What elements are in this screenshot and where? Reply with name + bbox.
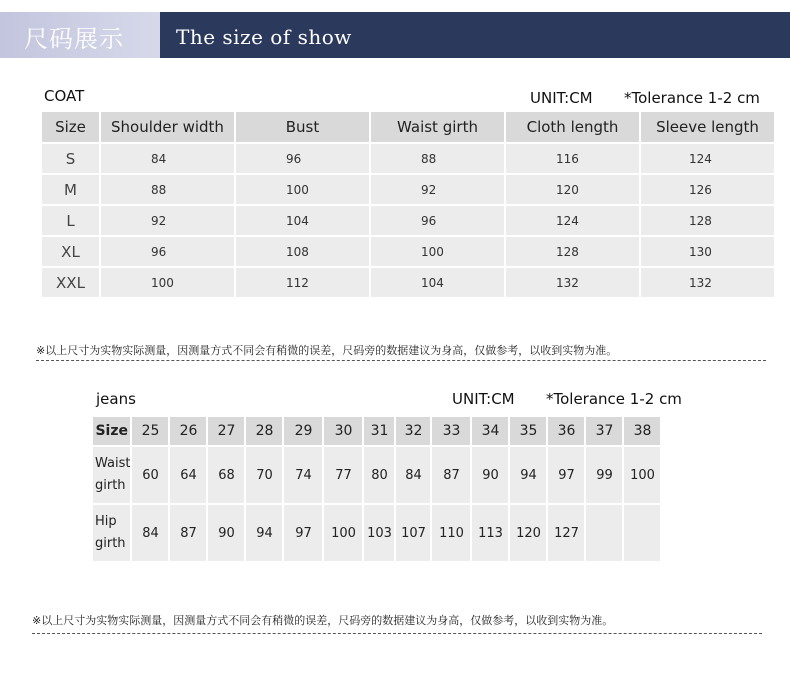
coat-row: [42, 206, 774, 235]
jeans-size-cell: 36: [548, 417, 584, 445]
waist-value-cell: 64: [170, 447, 206, 503]
hip-value-cell: 84: [132, 505, 168, 561]
coat-size-cell: M: [42, 175, 99, 204]
hip-value-cell: 127: [548, 505, 584, 561]
jeans-size-cell: 31: [364, 417, 394, 445]
waist-value-cell: 70: [246, 447, 282, 503]
jeans-unit: UNIT:CM: [452, 390, 515, 408]
hip-value-cell: 90: [208, 505, 244, 561]
coat-value-cell: 116: [506, 144, 639, 173]
header-banner: [0, 12, 790, 58]
waist-label-line1: Waist: [95, 456, 131, 471]
dashed-divider: [36, 360, 766, 361]
coat-value-cell: 100: [371, 237, 504, 266]
jeans-size-cell: 35: [510, 417, 546, 445]
jeans-size-cell: 33: [432, 417, 470, 445]
waist-label-line2: girth: [95, 478, 126, 493]
hip-value-cell: 94: [246, 505, 282, 561]
coat-value-cell: 130: [641, 237, 774, 266]
coat-value-cell: 100: [101, 268, 234, 297]
waist-value-cell: 99: [586, 447, 622, 503]
coat-value-cell: 132: [641, 268, 774, 297]
coat-value-cell: 92: [101, 206, 234, 235]
hip-value-cell: 110: [432, 505, 470, 561]
coat-value-cell: 96: [101, 237, 234, 266]
coat-tolerance: *Tolerance 1-2 cm: [624, 89, 760, 107]
coat-size-table: [40, 110, 776, 299]
jeans-title: jeans: [96, 390, 136, 408]
waist-value-cell: 94: [510, 447, 546, 503]
jeans-size-cell: 27: [208, 417, 244, 445]
banner-title-cn: 尺码展示: [24, 25, 124, 53]
coat-row: [42, 237, 774, 266]
coat-size-cell: XL: [42, 237, 99, 266]
waist-value-cell: 100: [624, 447, 660, 503]
jeans-size-cell: 29: [284, 417, 322, 445]
coat-header-cell: Sleeve length: [641, 112, 774, 142]
coat-value-cell: 124: [641, 144, 774, 173]
waist-value-cell: 84: [396, 447, 430, 503]
coat-header-cell: Waist girth: [371, 112, 504, 142]
coat-value-cell: 112: [236, 268, 369, 297]
jeans-size-cell: 30: [324, 417, 362, 445]
coat-row: [42, 268, 774, 297]
hip-girth-label: [93, 505, 130, 561]
jeans-size-cell: 25: [132, 417, 168, 445]
coat-header-cell: Shoulder width: [101, 112, 234, 142]
jeans-size-cell: 34: [472, 417, 508, 445]
jeans-size-table: [91, 415, 662, 563]
waist-girth-label: [93, 447, 130, 503]
coat-value-cell: 128: [506, 237, 639, 266]
jeans-size-cell: 26: [170, 417, 206, 445]
waist-value-cell: 97: [548, 447, 584, 503]
hip-value-cell: 87: [170, 505, 206, 561]
waist-value-cell: 80: [364, 447, 394, 503]
waist-value-cell: 87: [432, 447, 470, 503]
dashed-divider: [32, 633, 762, 634]
coat-title: COAT: [44, 87, 85, 105]
coat-unit: UNIT:CM: [530, 89, 593, 107]
coat-value-cell: 104: [371, 268, 504, 297]
hip-value-cell: 120: [510, 505, 546, 561]
coat-value-cell: 92: [371, 175, 504, 204]
hip-value-cell: 100: [324, 505, 362, 561]
coat-header-cell: Size: [42, 112, 99, 142]
hip-value-cell: 107: [396, 505, 430, 561]
waist-value-cell: 68: [208, 447, 244, 503]
coat-value-cell: 96: [236, 144, 369, 173]
jeans-size-cell: 28: [246, 417, 282, 445]
jeans-size-cell: 37: [586, 417, 622, 445]
coat-size-cell: L: [42, 206, 99, 235]
hip-value-cell: 113: [472, 505, 508, 561]
banner-title-en: The size of show: [176, 25, 352, 49]
jeans-size-row: [93, 417, 660, 445]
jeans-tolerance: *Tolerance 1-2 cm: [546, 390, 682, 408]
jeans-size-cell: 32: [396, 417, 430, 445]
coat-value-cell: 128: [641, 206, 774, 235]
jeans-waist-row: [93, 447, 660, 503]
coat-value-cell: 88: [101, 175, 234, 204]
coat-value-cell: 124: [506, 206, 639, 235]
coat-value-cell: 120: [506, 175, 639, 204]
coat-value-cell: 88: [371, 144, 504, 173]
hip-label-line1: Hip: [95, 514, 117, 529]
coat-row: [42, 175, 774, 204]
coat-header-row: [42, 112, 774, 142]
coat-value-cell: 104: [236, 206, 369, 235]
measurement-note: ※以上尺寸为实物实际测量，因测量方式不同会有稍微的误差，尺码旁的数据建议为身高，仅做参考，以收到实物为准。: [32, 614, 614, 627]
coat-size-cell: S: [42, 144, 99, 173]
hip-value-cell: 103: [364, 505, 394, 561]
coat-value-cell: 96: [371, 206, 504, 235]
jeans-size-cell: 38: [624, 417, 660, 445]
measurement-note: ※以上尺寸为实物实际测量，因测量方式不同会有稍微的误差，尺码旁的数据建议为身高，仅做参考，以收到实物为准。: [36, 344, 618, 357]
coat-value-cell: 84: [101, 144, 234, 173]
coat-value-cell: 126: [641, 175, 774, 204]
hip-empty-cell: [586, 505, 622, 561]
hip-label-line2: girth: [95, 536, 126, 551]
jeans-hip-row: [93, 505, 660, 561]
coat-size-cell: XXL: [42, 268, 99, 297]
coat-value-cell: 100: [236, 175, 369, 204]
waist-value-cell: 77: [324, 447, 362, 503]
hip-empty-cell: [624, 505, 660, 561]
coat-row: [42, 144, 774, 173]
coat-header-cell: Cloth length: [506, 112, 639, 142]
coat-value-cell: 108: [236, 237, 369, 266]
hip-value-cell: 97: [284, 505, 322, 561]
waist-value-cell: 90: [472, 447, 508, 503]
coat-header-cell: Bust: [236, 112, 369, 142]
jeans-size-label: Size: [93, 417, 130, 445]
waist-value-cell: 60: [132, 447, 168, 503]
coat-value-cell: 132: [506, 268, 639, 297]
waist-value-cell: 74: [284, 447, 322, 503]
